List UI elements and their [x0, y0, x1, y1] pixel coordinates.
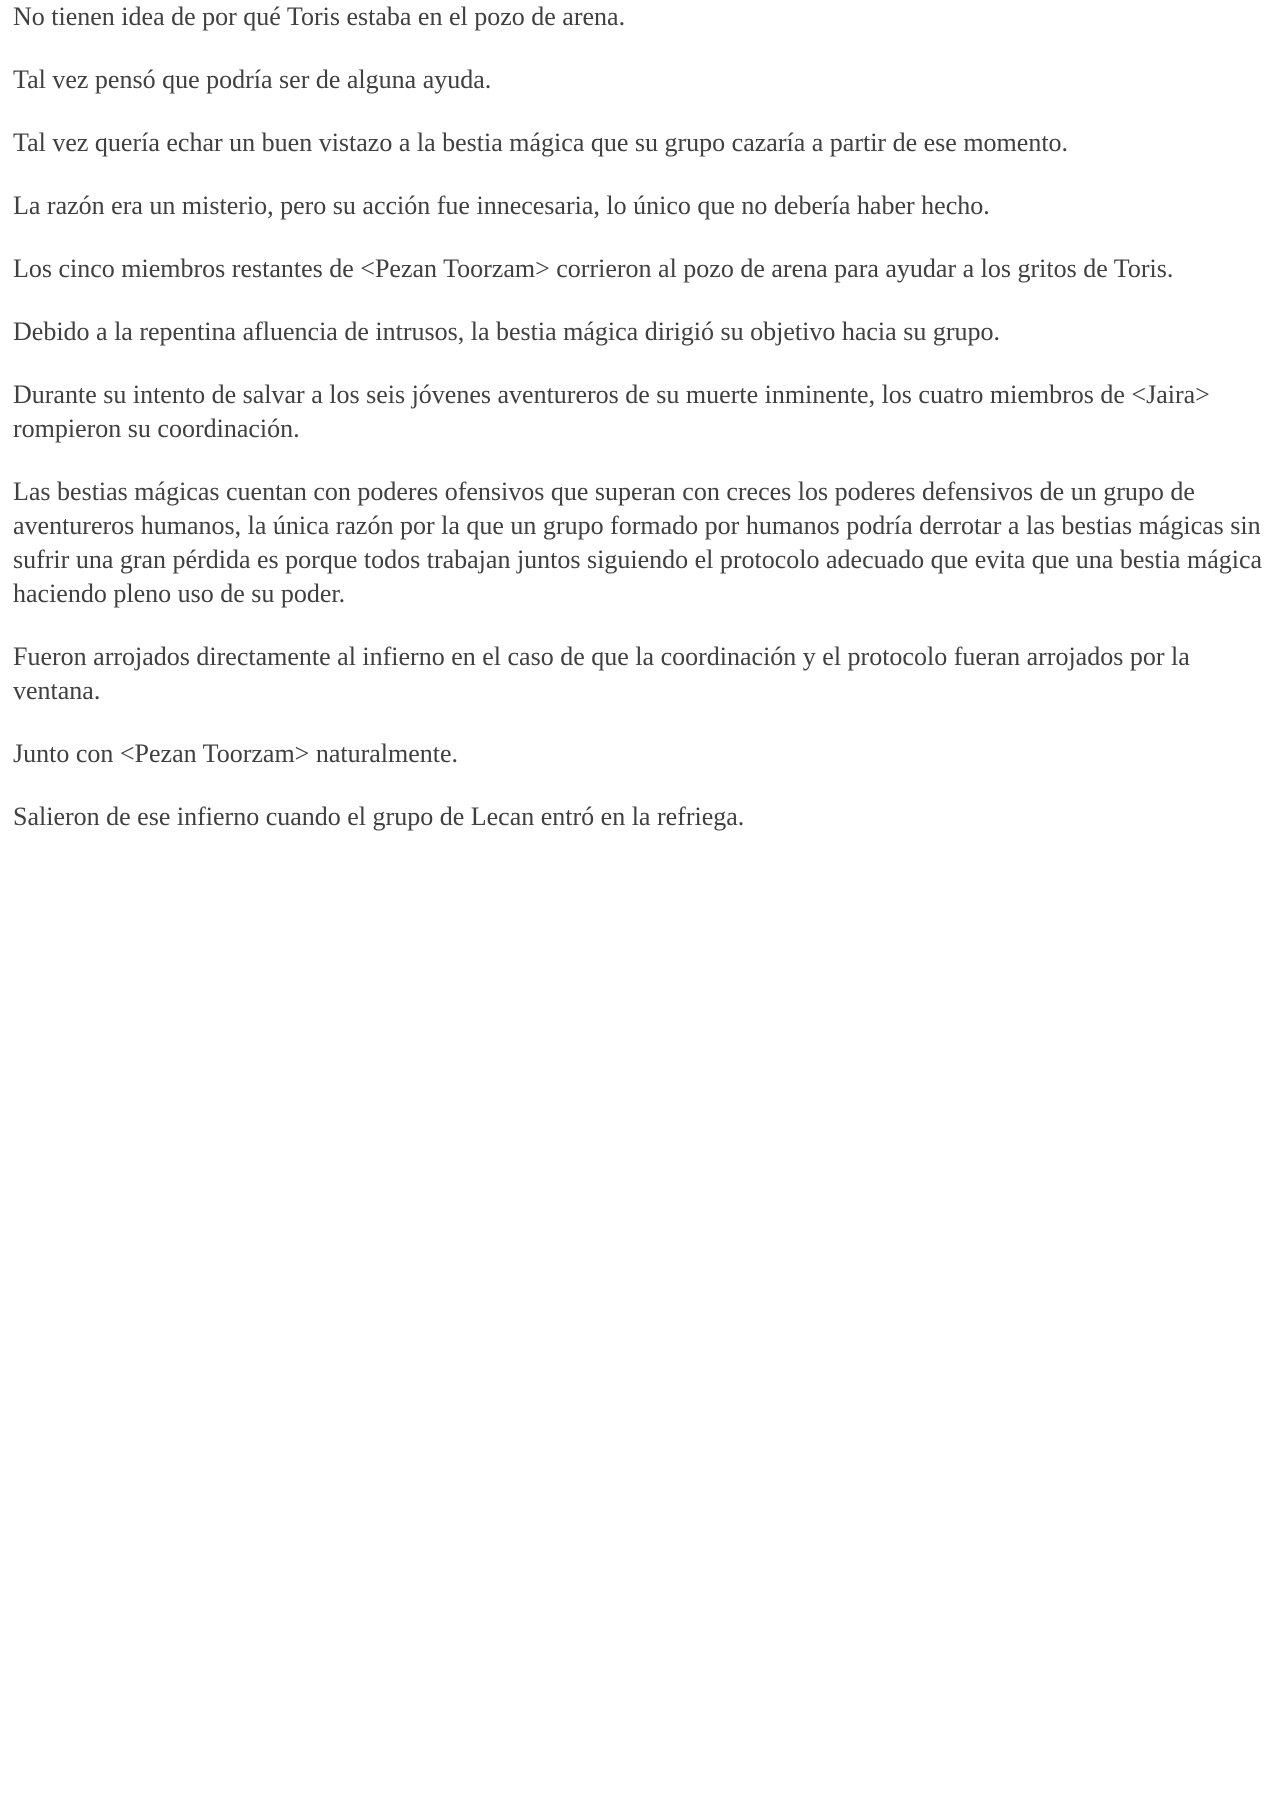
- document-page: [13, 0, 1267, 863]
- paragraph: Debido a la repentina afluencia de intrusos, la bestia mágica dirigió su objetivo hacia su grupo.: [13, 317, 1000, 346]
- paragraph: No tienen idea de por qué Toris estaba en el pozo de arena.: [13, 2, 626, 31]
- paragraph: Fueron arrojados directamente al infierno en el caso de que la coordinación y el protocolo fueran arrojados por la ventana.: [13, 642, 1190, 705]
- paragraph: Tal vez pensó que podría ser de alguna ayuda.: [13, 65, 492, 94]
- paragraph: Junto con <Pezan Toorzam> naturalmente.: [13, 739, 459, 768]
- paragraph: Durante su intento de salvar a los seis jóvenes aventureros de su muerte inminente, los cuatro miembros de <Jaira> rompieron su coordinación.: [13, 380, 1210, 443]
- paragraph: Las bestias mágicas cuentan con poderes ofensivos que superan con creces los poderes defensivos de un grupo de aventureros humanos, la única razón por la que un grupo formado por humanos podría derrotar a las bestias mágicas sin sufrir una gran pérdida es porque todos trabajan juntos siguiendo el protocolo adecuado que evita que una bestia mágica haciendo pleno uso de su poder.: [13, 477, 1263, 608]
- paragraph: La razón era un misterio, pero su acción fue innecesaria, lo único que no debería haber hecho.: [13, 191, 990, 220]
- paragraph: Los cinco miembros restantes de <Pezan Toorzam> corrieron al pozo de arena para ayudar a los gritos de Toris.: [13, 254, 1174, 283]
- paragraph: Tal vez quería echar un buen vistazo a la bestia mágica que su grupo cazaría a partir de ese momento.: [13, 128, 1069, 157]
- paragraph: Salieron de ese infierno cuando el grupo de Lecan entró en la refriega.: [13, 802, 745, 831]
